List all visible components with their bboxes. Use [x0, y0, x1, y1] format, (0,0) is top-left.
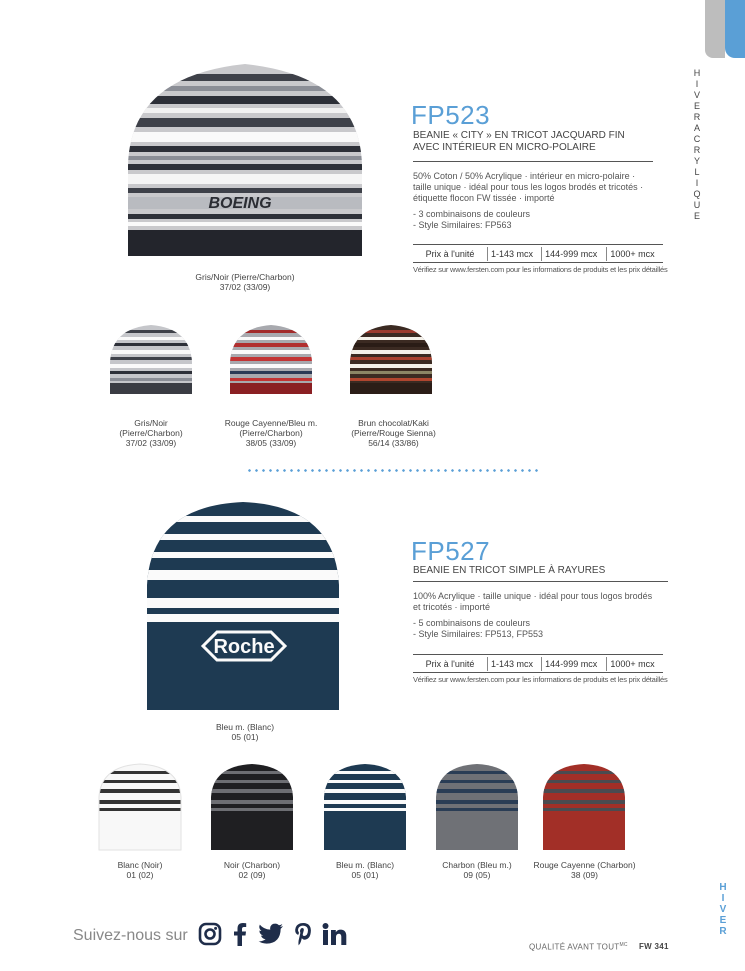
footer-follow-text: Suivez-nous sur: [73, 927, 188, 944]
fp523-main-image: [120, 56, 370, 266]
fp527-description: 100% Acrylique · taille unique · idéal pour tous logos brodés et tricotés · importé - 5 combinaisons de couleurs - Style Similaires: FP513, FP553: [413, 591, 653, 639]
fp523-variant-1-caption: Gris/Noir (Pierre/Charbon) 37/02 (33/09): [119, 418, 183, 448]
fp523-variant-3-image: [346, 322, 436, 397]
fp527-divider: [413, 581, 668, 582]
price-header-tier2: 144-999 mcx: [542, 247, 607, 261]
section-divider: [246, 469, 542, 472]
section-tab: [705, 0, 745, 60]
fp523-variant-3-caption: Brun chocolat/Kaki (Pierre/Rouge Sienna) 56/14 (33/86): [351, 418, 436, 448]
price-header-unit: Prix à l'unité: [413, 657, 488, 671]
price-header-tier3: 1000+ mcx: [607, 657, 663, 671]
fp523-title: BEANIE « CITY » EN TRICOT JACQUARD FIN AVEC INTÉRIEUR EN MICRO-POLAIRE: [413, 130, 625, 153]
fp527-price-rule-top: [413, 654, 663, 655]
fp527-variant-2-image: [208, 762, 296, 852]
fp523-variant-1-image: [106, 322, 196, 397]
fp523-description: 50% Coton / 50% Acrylique · intérieur en micro-polaire · taille unique · idéal pour tous les logos brodés et tricotés · étiquette flocon FW tissée · importé - 3 combinaisons de couleurs - Style Similaires: FP563: [413, 171, 644, 230]
fp523-verify-note: Vérifiez sur www.fersten.com pour les informations de produits et les prix détaillés: [413, 265, 668, 274]
fp527-price-rule-bottom: [413, 672, 663, 673]
fp527-main-caption: Bleu m. (Blanc) 05 (01): [215, 722, 275, 742]
fp523-code: FP523: [411, 100, 491, 130]
instagram-icon[interactable]: [198, 922, 222, 946]
fp527-variant-3-image: [321, 762, 409, 852]
fp523-main-caption: Gris/Noir (Pierre/Charbon) 37/02 (33/09): [195, 272, 295, 292]
linkedin-icon[interactable]: [322, 923, 348, 945]
fp527-main-image: [143, 500, 343, 715]
twitter-icon[interactable]: [258, 923, 284, 945]
section-label-top: H I V E R A C R Y L I Q U E: [693, 68, 701, 221]
fp523-price-rule-bottom: [413, 262, 663, 263]
fp527-logo-text: Roche: [213, 636, 275, 658]
fp527-code: FP527: [411, 536, 491, 566]
fp527-variant-5-caption: Rouge Cayenne (Charbon) 38 (09): [533, 860, 636, 880]
section-label-bottom: H I V E R: [719, 882, 727, 937]
price-header-tier2: 144-999 mcx: [542, 657, 607, 671]
price-header-tier3: 1000+ mcx: [607, 247, 663, 261]
fp523-logo-text: BOEING: [208, 195, 272, 212]
footer-tagline: QUALITÉ AVANT $TOUT^{MC}$: [529, 942, 628, 952]
fp527-variant-3-caption: Bleu m. (Blanc) 05 (01): [335, 860, 395, 880]
fp523-variant-2-caption: Rouge Cayenne/Bleu m. (Pierre/Charbon) 38/05 (33/09): [224, 418, 318, 448]
fp527-variant-1-image: [96, 762, 184, 852]
fp527-variant-4-caption: Charbon (Bleu m.) 09 (05): [442, 860, 512, 880]
fp523-price-table: [413, 247, 663, 261]
fp527-title: BEANIE EN TRICOT SIMPLE À RAYURES: [413, 565, 606, 576]
price-header-tier1: 1-143 mcx: [488, 657, 542, 671]
fp527-variant-2-caption: Noir (Charbon) 02 (09): [223, 860, 281, 880]
price-header-tier1: 1-143 mcx: [488, 247, 542, 261]
pinterest-icon[interactable]: [294, 922, 312, 946]
fp527-variant-4-image: [433, 762, 521, 852]
fp527-variant-1-caption: Blanc (Noir) 01 (02): [117, 860, 163, 880]
facebook-icon[interactable]: [232, 922, 248, 946]
fp523-price-rule-top: [413, 244, 663, 245]
fp527-price-table: [413, 657, 663, 671]
social-icons: [198, 922, 348, 946]
fp527-verify-note: Vérifiez sur www.fersten.com pour les informations de produits et les prix détaillés: [413, 675, 668, 684]
page-number: FW 341: [639, 942, 669, 951]
fp523-variant-2-image: [226, 322, 316, 397]
price-header-unit: Prix à l'unité: [413, 247, 488, 261]
fp527-variant-5-image: [540, 762, 628, 852]
fp523-divider: [413, 161, 653, 162]
